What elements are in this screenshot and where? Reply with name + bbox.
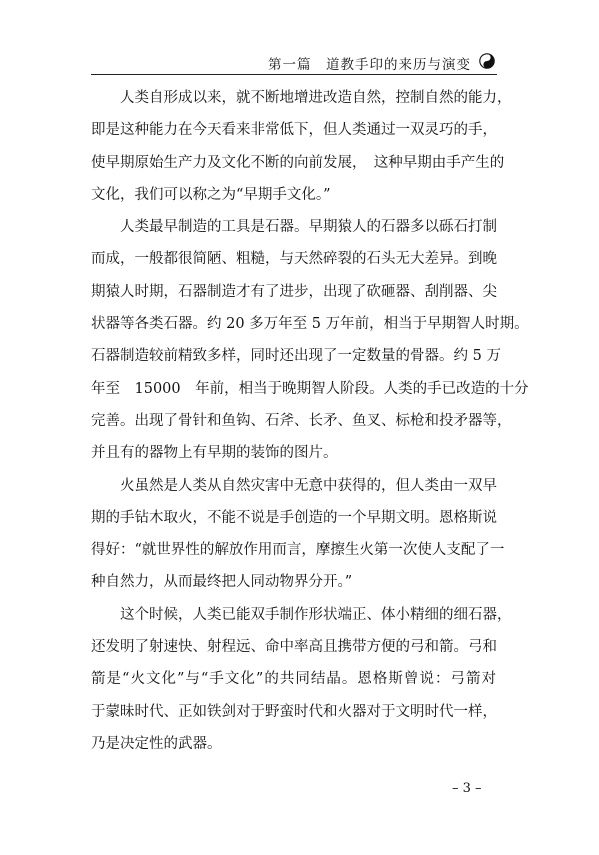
paragraph-1 <box>91 82 512 211</box>
text-line: 状器等各类石器。约 20 多万年至 5 万年前，相当于早期智人时期。 <box>91 316 529 333</box>
text-line: 得好：“就世界性的解放作用而言，摩擦生火第一次使人支配了一 <box>91 542 505 559</box>
text-line: 文化，我们可以称之为“早期手文化。” <box>91 186 331 203</box>
text-line: 并且有的器物上有早期的装饰的图片。 <box>91 445 338 462</box>
header-rule <box>91 74 497 75</box>
running-header <box>91 44 495 72</box>
text-line: 完善。出现了骨针和鱼钩、石斧、长矛、鱼叉、标枪和投矛器等， <box>91 412 512 429</box>
page-number: – 3 – <box>452 781 482 796</box>
text-line: 这个时候，人类已能双手制作形状端正、体小精细的细石器， <box>120 606 512 623</box>
text-line: 于蒙昧时代、正如铁剑对于野蛮时代和火器对于文明时代一样， <box>91 703 497 720</box>
text-line: 期的手钻木取火，不能不说是手创造的一个早期文明。恩格斯说 <box>91 509 497 526</box>
paragraph-3 <box>91 470 505 599</box>
text-line: 人类自形成以来，就不断地增进改造自然，控制自然的能力， <box>120 90 512 106</box>
text-line: 箭是“火文化”与“手文化”的共同结晶。恩格斯曾说：弓箭对 <box>91 671 496 688</box>
running-title: 第一篇 道教手印的来历与演变 <box>268 57 471 73</box>
yin-yang-icon <box>479 53 495 69</box>
body-text <box>91 82 529 760</box>
paragraph-4 <box>91 599 512 760</box>
text-line: 即是这种能力在今天看来非常低下，但人类通过一双灵巧的手， <box>91 122 497 139</box>
text-line: 年至 15000 年前，相当于晚期智人阶段。人类的手已改造的十分 <box>91 380 529 397</box>
text-line: 而成，一般都很简陋、粗糙，与天然碎裂的石头无大差异。到晚 <box>91 251 497 268</box>
text-line: 火虽然是人类从自然灾害中无意中获得的，但人类由一双早 <box>120 477 497 494</box>
paragraph-2 <box>91 211 529 469</box>
text-line: 还发明了射速快、射程远、命中率高且携带方便的弓和箭。弓和 <box>91 639 497 656</box>
text-line: 人类最早制造的工具是石器。早期猿人的石器多以砾石打制 <box>120 219 497 236</box>
text-line: 种自然力，从而最终把人同动物界分开。” <box>91 574 353 591</box>
text-line: 石器制造较前精致多样，同时还出现了一定数量的骨器。约 5 万 <box>91 348 501 365</box>
text-line: 乃是决定性的武器。 <box>91 735 222 752</box>
text-line: 使早期原始生产力及文化不断的向前发展， 这种早期由手产生的 <box>91 154 505 171</box>
text-line: 期猿人时期，石器制造才有了进步，出现了砍砸器、刮削器、尖 <box>91 283 497 300</box>
